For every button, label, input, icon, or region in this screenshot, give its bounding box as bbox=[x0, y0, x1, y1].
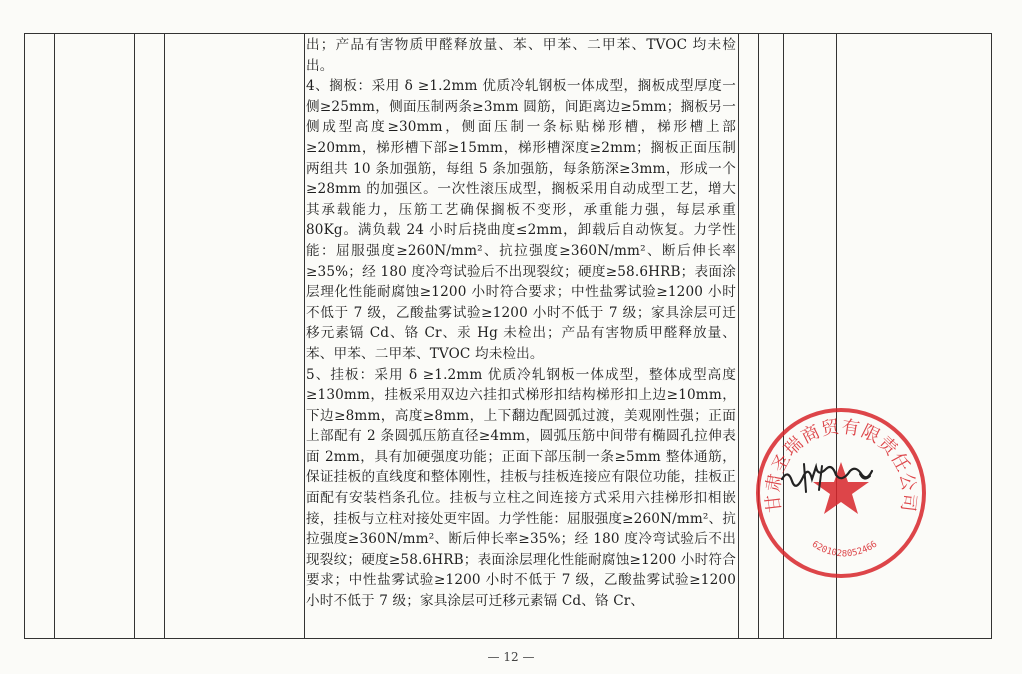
seal-code: 6201028052466 bbox=[809, 539, 880, 560]
svg-text:6201028052466 bbox=[810, 540, 879, 560]
table-col-line bbox=[24, 33, 25, 638]
spec-paragraph: 出；产品有害物质甲醛释放量、苯、甲苯、二甲苯、TVOC 均未检出。 bbox=[306, 37, 736, 74]
spec-paragraph-hanging-board: 5、挂板：采用 δ ≥1.2mm 优质冷轧钢板一体成型，整体成型高度≥130mm，挂板采用双边六挂扣式梯形扣结构梯形扣上边≥10mm，下边≥8mm，高度≥8mm，上下翻边配圆弧过渡，美观刚性强；正面上部配有 2 条圆弧压筋直径≥4mm，圆弧压筋中间带有椭圆孔拉伸表面 2mm，具有加硬强度功能；正面下部压制一条≥5mm 整体通筋，保证挂板的直线度和整体刚性，挂板与挂板连接应有限位功能，挂板正面配有安装档条孔位。挂板与立柱之间连接方式采用六挂梯形扣相嵌接，挂板与立柱对接处更牢固。力学性能：屈服强度≥260N/mm²、抗拉强度≥360N/mm²、断后伸长率≥35%；经 180 度冷弯试验后不出现裂纹；硬度≥58.6HRB；表面涂层理化性能耐腐蚀≥1200 小时符合要求；中性盐雾试验≥1200 小时不低于 7 级，乙酸盐雾试验≥1200 小时不低于 7 级；家具涂层可迁移元素镉 Cd、铬 Cr、 bbox=[306, 366, 736, 610]
spec-text-cell bbox=[306, 35, 736, 612]
table-top-border bbox=[24, 33, 992, 34]
company-seal-stamp bbox=[752, 404, 930, 582]
table-col-line bbox=[54, 33, 55, 638]
spec-paragraph-shelf: 4、搁板：采用 δ ≥1.2mm 优质冷轧钢板一体成型，搁板成型厚度一侧≥25mm，侧面压制两条≥3mm 圆筋，间距离边≥5mm；搁板另一侧成型高度≥30mm，侧面压制一条标贴梯形槽，梯形槽上部≥20mm，梯形槽下部≥15mm，梯形槽深度≥2mm；搁板正面压制两组共 10 条加强筋，每组 5 条加强筋，每条筋深≥3mm，形成一个≥28mm 的加强区。一次性滚压成型，搁板采用自动成型工艺，增大其承载能力，压筋工艺确保搁板不变形，承重能力强，每层承重 80Kg。满负载 24 小时后挠曲度≤2mm，卸载后自动恢复。力学性能：屈服强度≥260N/mm²、抗拉强度≥360N/mm²、断后伸长率≥35%；经 180 度冷弯试验后不出现裂纹；硬度≥58.6HRB；表面涂层理化性能耐腐蚀≥1200 小时符合要求；中性盐雾试验≥1200 小时不低于 7 级，乙酸盐雾试验≥1200 小时不低于 7 级；家具涂层可迁移元素镉 Cd、铬 Cr、汞 Hg 未检出；产品有害物质甲醛释放量、苯、甲苯、二甲苯、TVOC 均未检出。 bbox=[306, 78, 736, 362]
table-bottom-border bbox=[24, 638, 992, 639]
seal-company-name: 甘肃圣瑞商贸有限责任公司 bbox=[762, 416, 920, 514]
table-col-line bbox=[164, 33, 165, 638]
table-col-line bbox=[134, 33, 135, 638]
table-col-line bbox=[991, 33, 992, 638]
table-col-line bbox=[738, 33, 739, 638]
table-col-line bbox=[304, 33, 305, 638]
page-number: — 12 — bbox=[487, 650, 535, 664]
